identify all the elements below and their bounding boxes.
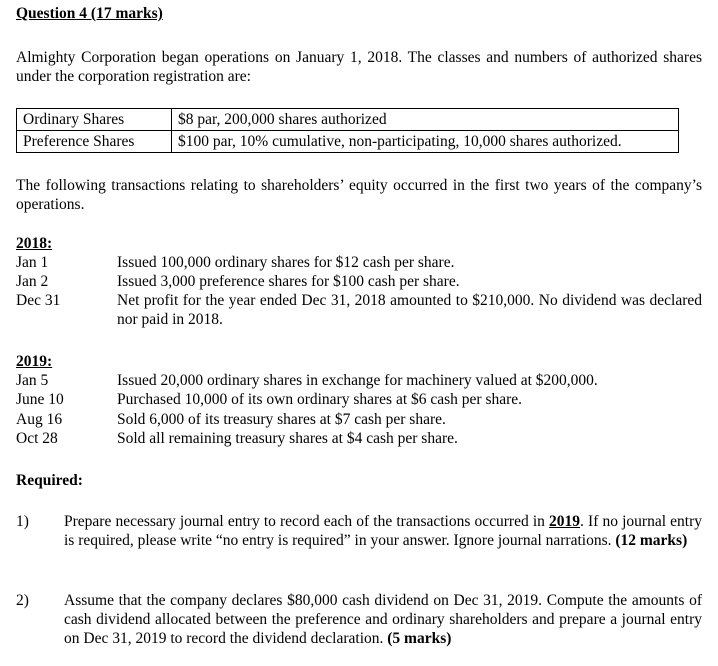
transaction-text: Issued 20,000 ordinary shares in exchange for machinery valued at $200,000. — [117, 372, 598, 389]
transaction-date: Jan 1 — [16, 254, 49, 271]
transaction-date: Jan 5 — [16, 372, 49, 389]
transaction-date: Aug 16 — [16, 411, 63, 428]
required-item-text: Prepare necessary journal entry to record each of the transactions occurred in — [64, 513, 550, 530]
transaction-text: Purchased 10,000 of its own ordinary shares at $6 cash per share. — [117, 391, 523, 408]
transaction-date: Jan 2 — [16, 273, 49, 290]
intro-paragraph: Almighty Corporation began operations on January 1, 2018. The classes and numbers of authorized shares under the corporation registration are: — [16, 49, 702, 85]
transaction-date: Dec 31 — [16, 292, 61, 309]
required-item-marks: (12 marks) — [615, 532, 688, 549]
required-item-number: 2) — [16, 592, 29, 609]
transactions-intro: The following transactions relating to shareholders’ equity occurred in the first two years of the company’s operations. — [16, 177, 702, 213]
transaction-text: Issued 3,000 preference shares for $100 cash per share. — [117, 273, 460, 290]
share-class-cell: Ordinary Shares — [17, 109, 172, 131]
table-row — [17, 131, 679, 153]
year-2019-label: 2019: — [16, 353, 53, 370]
required-item-text: . If no journal entry is required, please write “no entry is required” in your answer. Ignore journal narrations. — [64, 513, 702, 549]
transaction-text: Sold 6,000 of its treasury shares at $7 cash per share. — [117, 411, 446, 428]
required-item-marks: (5 marks) — [387, 630, 452, 647]
year-2018-label: 2018: — [16, 235, 53, 252]
required-item-number: 1) — [16, 513, 29, 530]
transaction-date: June 10 — [16, 391, 64, 408]
required-item-2 — [64, 591, 702, 648]
share-detail-cell: $100 par, 10% cumulative, non-participating, 10,000 shares authorized. — [172, 131, 679, 153]
question-heading: Question 4 (17 marks) — [16, 5, 163, 22]
transaction-text: Net profit for the year ended Dec 31, 2018 amounted to $210,000. No dividend was declared nor paid in 2018. — [117, 292, 702, 328]
share-detail-cell: $8 par, 200,000 shares authorized — [172, 109, 679, 131]
required-heading: Required: — [16, 472, 83, 489]
table-row — [17, 109, 679, 131]
transaction-text: Sold all remaining treasury shares at $4 cash per share. — [117, 430, 458, 447]
share-class-cell: Preference Shares — [17, 131, 172, 153]
required-item-1 — [64, 512, 702, 550]
required-item-year: 2019 — [549, 513, 581, 530]
transaction-text: Issued 100,000 ordinary shares for $12 cash per share. — [117, 254, 455, 271]
transaction-date: Oct 28 — [16, 430, 58, 447]
share-classes-table — [16, 108, 679, 153]
required-item-text: Assume that the company declares $80,000 cash dividend on Dec 31, 2019. Compute the amounts of cash dividend allocated between the preference and ordinary shareholders and prepare a journal entry on Dec 31, 2019 to record the dividend declaration. — [64, 592, 702, 647]
